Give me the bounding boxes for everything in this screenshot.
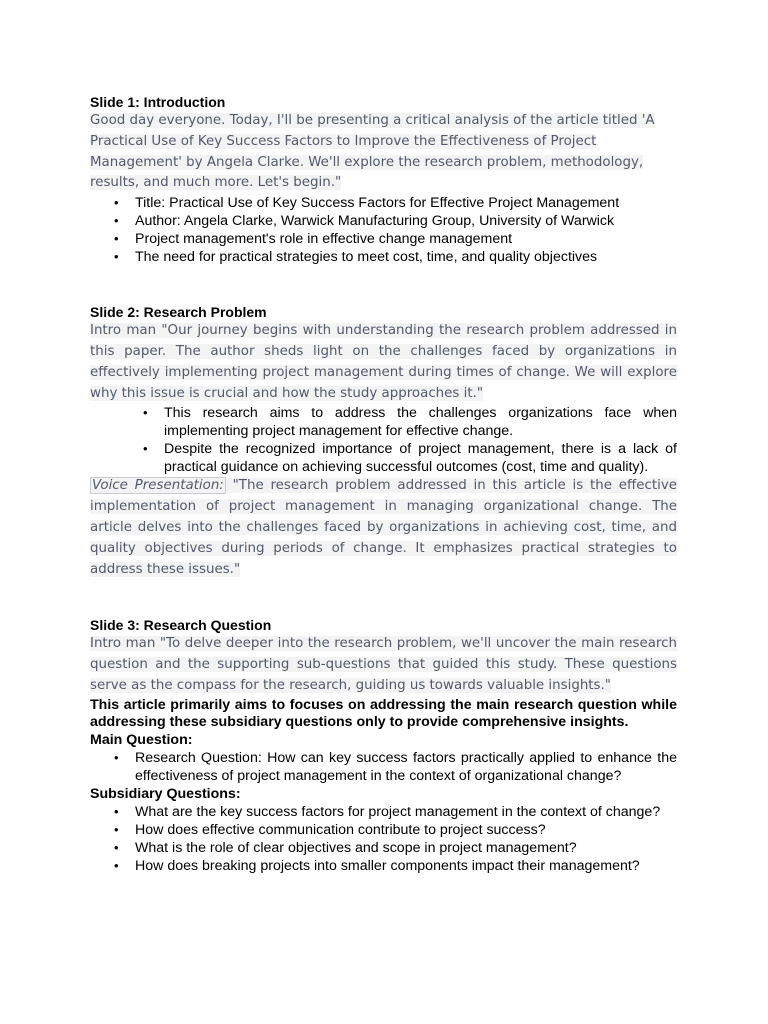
list-item: • This research aims to address the challenges organizations face when implementing project management for effective change. [164,404,677,440]
main-question-heading: Main Question: [90,731,193,748]
main-question-list [90,749,677,785]
document-body [90,93,677,875]
list-item: • Title: Practical Use of Key Success Factors for Effective Project Management [135,194,677,212]
slide-3-title: Slide 3: Research Question [90,617,272,634]
list-item: • The need for practical strategies to meet cost, time, and quality objectives [135,248,677,266]
subsidiary-questions-heading: Subsidiary Questions: [90,785,241,802]
subsidiary-questions-list [90,803,677,875]
slide-3-speech [90,634,677,696]
slide-3-summary: This article primarily aims to focuses on addressing the main research question while addressing these subsidiary questions only to provide comprehensive insights. [90,696,677,730]
slide-1-section [90,93,677,266]
list-item: • Author: Angela Clarke, Warwick Manufacturing Group, University of Warwick [135,212,677,230]
list-item: • Project management's role in effective change management [135,230,677,248]
slide-2-bullet-list [90,404,677,476]
voice-presentation-label: Voice Presentation: [92,478,224,494]
list-item: • Research Question: How can key success factors practically applied to enhance the effectiveness of project management in the context of organizational change? [135,749,677,785]
list-item: • How does effective communication contribute to project success? [135,821,677,839]
slide-1-speech-text: Good day everyone. Today, I'll be presenting a critical analysis of the article titled 'A Practical Use of Key Success Factors to Improve the Effectiveness of Project Management' by Angela Clarke. We'll explore the research problem, methodology, results, and much more. Let's begin." [90,113,655,191]
list-item: • What is the role of clear objectives and scope in project management? [135,839,677,857]
slide-1-bullet-list [90,194,677,266]
slide-1-title: Slide 1: Introduction [90,94,226,110]
slide-3-section [90,616,677,874]
slide-1-speech [90,111,677,194]
list-item: • Despite the recognized importance of project management, there is a lack of practical guidance on achieving successful outcomes (cost, time and quality). [164,440,677,476]
slide-2-speech [90,321,677,404]
slide-3-speech-text: Intro man "To delve deeper into the research problem, we'll uncover the main research question and the supporting sub-questions that guided this study. These questions serve as the compass for the research, guiding us towards valuable insights." [90,636,677,693]
slide-2-section [90,303,677,580]
voice-presentation [90,476,677,580]
list-item: • What are the key success factors for project management in the context of change? [135,803,677,821]
slide-2-title: Slide 2: Research Problem [90,304,267,321]
slide-2-speech-text: Intro man "Our journey begins with understanding the research problem addressed in this paper. The author sheds light on the challenges faced by organizations in effectively implementing project management during times of change. We will explore why this issue is crucial and how the study approaches it." [90,323,677,401]
voice-presentation-text: "The research problem addressed in this article is the effective implementation of project management in managing organizational change. The article delves into the challenges faced by organizations in achieving cost, time, and quality objectives during periods of change. It emphasizes practical strategies to address these issues." [90,478,677,577]
list-item: • How does breaking projects into smaller components impact their management? [135,857,677,875]
